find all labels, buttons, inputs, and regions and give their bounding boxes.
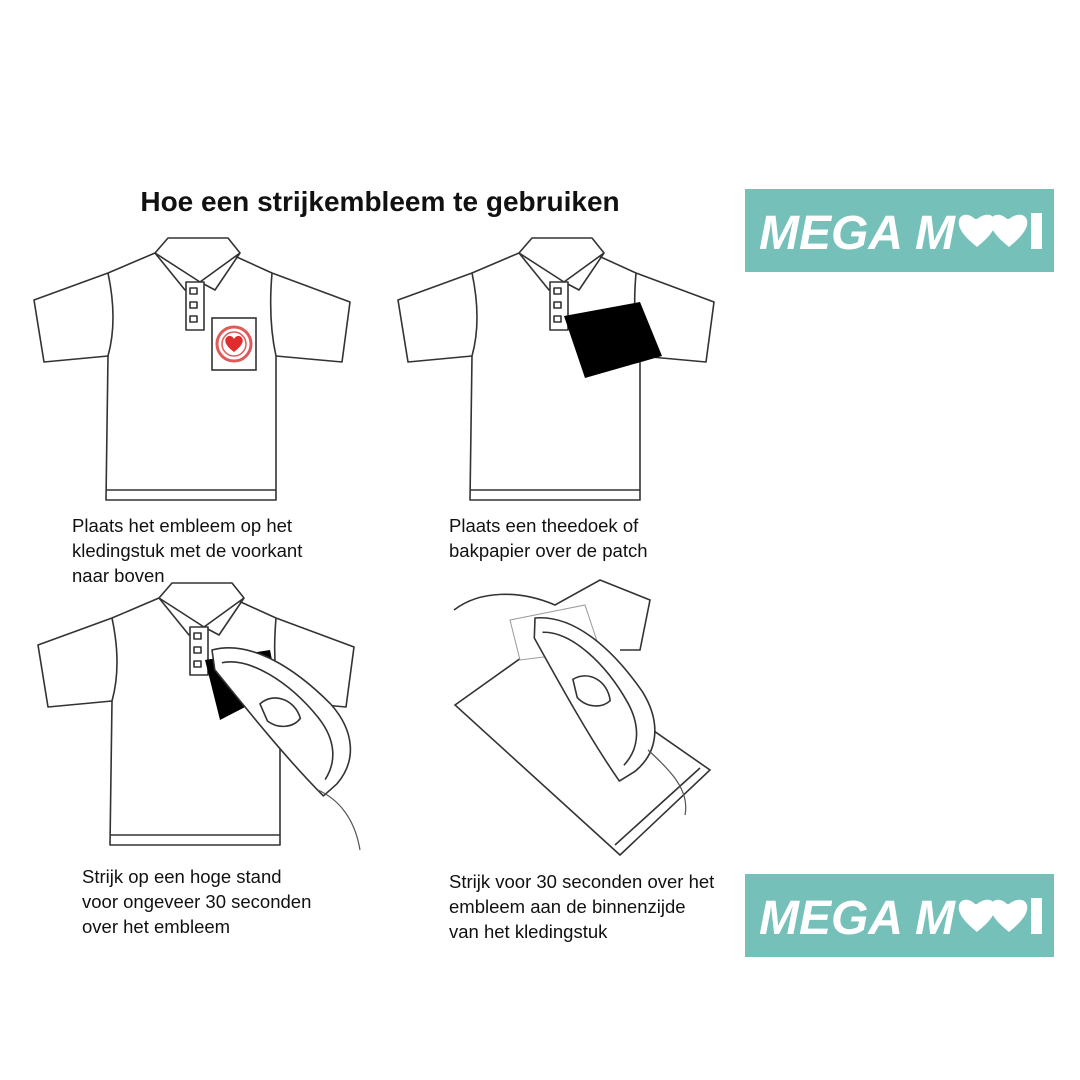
svg-text:M: M: [915, 892, 955, 945]
step-1-caption: Plaats het embleem op het kledingstuk met de voorkant naar boven: [72, 515, 303, 586]
mega-mooi-logo: [745, 874, 1054, 957]
page-title: Hoe een strijkembleem te gebruiken: [140, 186, 620, 217]
polo-shirt-icon: [34, 238, 350, 500]
step-4-caption: Strijk voor 30 seconden over het embleem aan de binnenzijde van het kledingstuk: [449, 871, 715, 942]
svg-text:MEGA: MEGA: [759, 207, 903, 260]
iron-cord: [318, 790, 360, 850]
step-2-caption: Plaats een theedoek of bakpapier over de patch: [449, 515, 648, 561]
polo-shirt-icon: [398, 238, 714, 500]
svg-text:M: M: [915, 207, 955, 260]
heart-patch-icon: [212, 318, 256, 370]
svg-text:MEGA: MEGA: [759, 892, 903, 945]
step-3-caption: Strijk op een hoge stand voor ongeveer 30 seconden over het embleem: [82, 866, 312, 937]
mega-mooi-logo: [745, 189, 1054, 272]
